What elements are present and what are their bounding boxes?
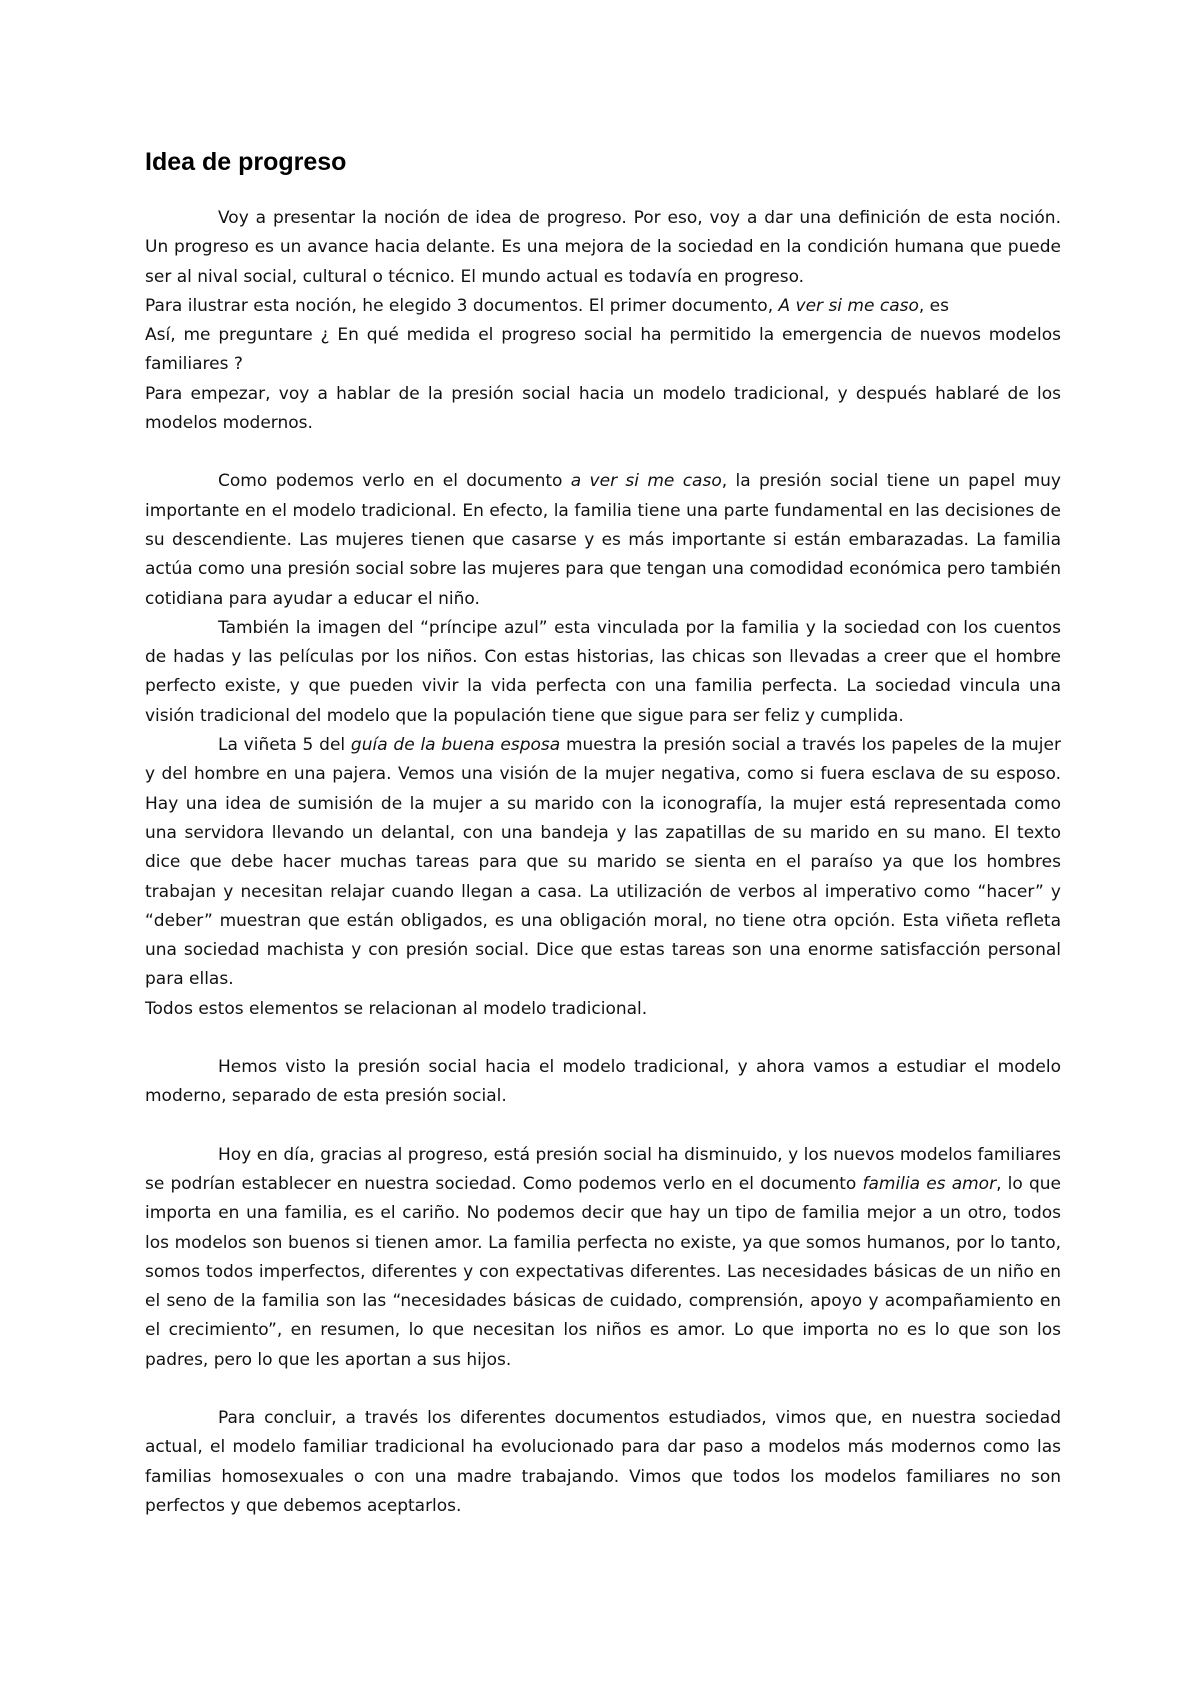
document-title-italic: A ver si me caso	[778, 295, 919, 316]
paragraph-conclusion	[145, 1404, 1061, 1521]
paragraph-text: La viñeta 5 del	[218, 735, 351, 756]
paragraph-text: , es	[918, 295, 949, 316]
paragraph-documents	[145, 292, 1061, 321]
paragraph-text: También la imagen del “príncipe azul” esta vinculada por la familia y la sociedad con los cuentos de hadas y las películas por los niños. Con estas historias, las chicas son llevadas a creer que el hombre perfecto existe, y que pueden vivir la vida perfecta con una familia perfecta. La sociedad vincula una visión tradicional del modelo que la populación tiene que sigue para ser feliz y cumplida.	[145, 617, 1061, 726]
page-title: Idea de progreso	[145, 148, 347, 176]
paragraph-text: Para empezar, voy a hablar de la presión social hacia un modelo tradicional, y después hablaré de los modelos modernos.	[145, 383, 1061, 434]
paragraph-text: Como podemos verlo en el documento	[218, 471, 571, 492]
paragraph-text: Voy a presentar la noción de idea de progreso. Por eso, voy a dar una definición de esta noción. Un progreso es un avance hacia delante. Es una mejora de la sociedad en la condición humana que puede ser al nival social, cultural o técnico. El mundo actual es todavía en progreso.	[145, 208, 1061, 287]
paragraph-summary-traditional	[145, 995, 1061, 1024]
paragraph-text: , la presión social tiene un papel muy importante en el modelo tradicional. En efecto, la familia tiene una parte fundamental en las decisiones de su descendiente. Las mujeres tienen que casarse y es más importante si están embarazadas. La familia actúa como una presión social sobre las mujeres para que tengan una comodidad económica pero también cotidiana para ayudar a educar el niño.	[145, 471, 1061, 609]
paragraph-traditional-pressure	[145, 467, 1061, 613]
paragraph-text: Así, me preguntare ¿ En qué medida el progreso social ha permitido la emergencia de nuevos modelos familiares ?	[145, 325, 1061, 375]
document-title-italic: guía de la buena esposa	[350, 735, 561, 756]
paragraph-prince-charming	[145, 614, 1061, 731]
paragraph-vineta	[145, 731, 1061, 995]
paragraph-text: , lo que importa en una familia, es el cariño. No podemos decir que hay un tipo de familia mejor a un otro, todos los modelos son buenos si tienen amor. La familia perfecta no existe, ya que somos humanos, por lo tanto, somos todos imperfectos, diferentes y con expectativas diferentes. Las necesidades básicas de un niño en el seno de la familia son las “necesidades básicas de cuidado, comprensión, apoyo y acompañamiento en el crecimiento”, en resumen, lo que necesitan los niños es amor. Lo que importa no es lo que son los padres, pero lo que les aportan a sus hijos.	[145, 1173, 1061, 1370]
document-title-italic: familia es amor	[862, 1173, 997, 1194]
paragraph-text: Todos estos elementos se relacionan al modelo tradicional.	[145, 998, 648, 1019]
paragraph-text: Para ilustrar esta noción, he elegido 3 documentos. El primer documento,	[145, 295, 779, 316]
paragraph-plan	[145, 380, 1061, 439]
paragraph-text: Para concluir, a través los diferentes documentos estudiados, vimos que, en nuestra sociedad actual, el modelo familiar tradicional ha evolucionado para dar paso a modelos más modernos como las familias homosexuales o con una madre trabajando. Vimos que todos los modelos familiares no son perfectos y que debemos aceptarlos.	[145, 1407, 1061, 1516]
paragraph-text: muestra la presión social a través los papeles de la mujer y del hombre en una pajera. Vemos una visión de la mujer negativa, como si fuera esclava de su esposo. Hay una idea de sumisión de la mujer a su marido con la iconografía, la mujer está representada como una servidora llevando un delantal, con una bandeja y las zapatillas de su marido en su mano. El texto dice que debe hacer muchas tareas para que su marido se sienta en el paraíso ya que los hombres trabajan y necesitan relajar cuando llegan a casa. La utilización de verbos al imperativo como “hacer” y “deber” muestran que están obligados, es una obligación moral, no tiene otra opción. Esta viñeta refleta una sociedad machista y con presión social. Dice que estas tareas son una enorme satisfacción personal para ellas.	[145, 735, 1061, 990]
paragraph-transition	[145, 1053, 1061, 1112]
paragraph-modern-model	[145, 1141, 1061, 1375]
paragraph-question	[145, 321, 1061, 380]
paragraph-introduction	[145, 204, 1061, 292]
document-title-italic: a ver si me caso	[570, 471, 722, 492]
document-page	[145, 132, 1061, 1521]
paragraph-text: Hoy en día, gracias al progreso, está presión social ha disminuido, y los nuevos modelos familiares se podrían establecer en nuestra sociedad. Como podemos verlo en el documento	[145, 1144, 1061, 1194]
paragraph-text: Hemos visto la presión social hacia el modelo tradicional, y ahora vamos a estudiar el modelo moderno, separado de esta presión social.	[145, 1057, 1061, 1107]
